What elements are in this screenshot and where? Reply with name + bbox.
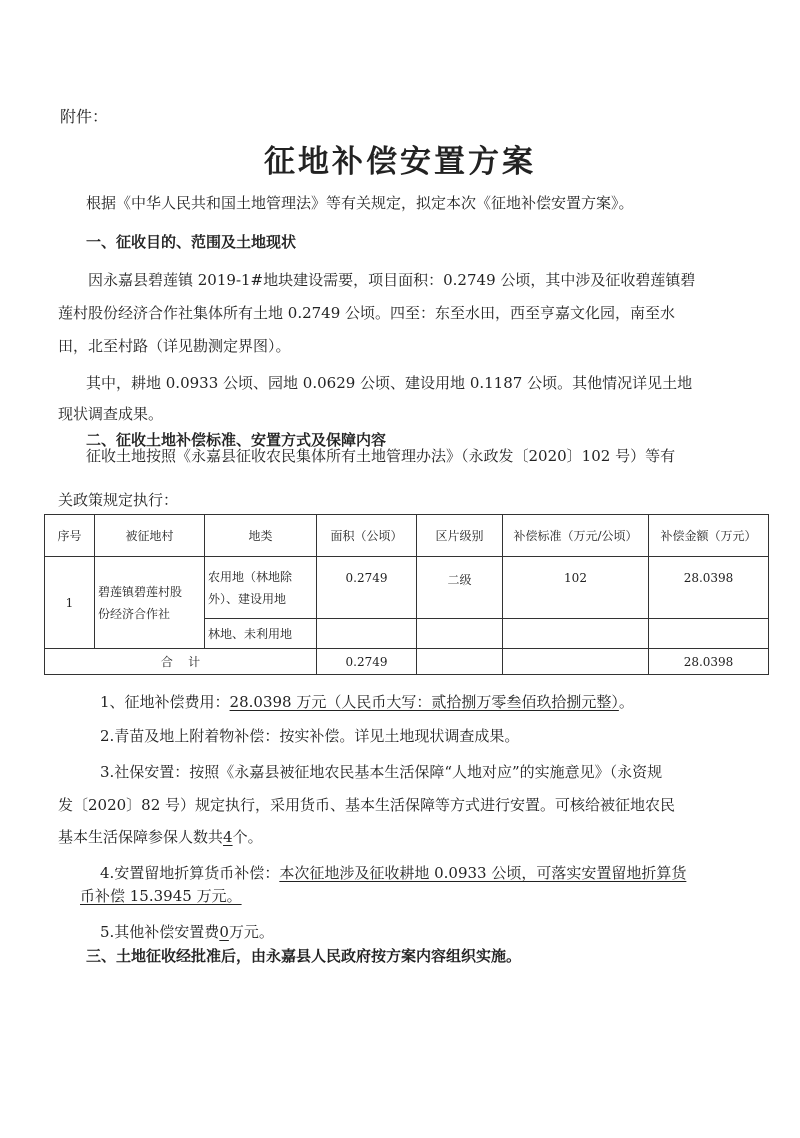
section1-heading: 一、征收目的、范围及土地现状 — [86, 233, 297, 251]
standard-cell: 102 — [503, 557, 649, 619]
row-number: 1 — [45, 557, 95, 649]
total-amount: 28.0398 — [649, 649, 769, 675]
compensation-table — [44, 514, 769, 675]
section1-p2-line1: 其中，耕地 0.0933 公顷、园地 0.0629 公顷、建设用地 0.1187 公顷。其他情况详见土地 — [86, 374, 693, 392]
header-cell: 补偿标准（万元/公顷） — [503, 515, 649, 557]
item-5-amount: 0 — [219, 923, 229, 941]
land-type-cell — [205, 557, 317, 619]
item-4-detail: 本次征地涉及征收耕地 0.0933 公顷，可落实安置留地折算货 — [279, 864, 687, 882]
section1-p1-line1: 因永嘉县碧莲镇 2019-1#地块建设需要，项目面积：0.2749 公顷，其中涉及征收碧莲镇碧 — [88, 271, 696, 289]
item-3-line3 — [58, 827, 263, 847]
table-row — [45, 557, 769, 619]
item-1-suffix: 。 — [618, 693, 634, 711]
section3-paragraph: 三、土地征收经批准后，由永嘉县人民政府按方案内容组织实施。 — [86, 947, 522, 965]
header-cell: 面积（公顷） — [317, 515, 417, 557]
empty-cell — [503, 649, 649, 675]
section1-p1-line2: 莲村股份经济合作社集体所有土地 0.2749 公顷。四至：东至水田，西至亨嘉文化园，南至水 — [58, 304, 676, 322]
item-3-suffix: 个。 — [232, 828, 263, 846]
village-line: 份经济合作社 — [98, 606, 171, 621]
village-line: 碧莲镇碧莲村股 — [98, 584, 183, 599]
header-cell: 补偿金额（万元） — [649, 515, 769, 557]
document-title: 征地补偿安置方案 — [264, 144, 536, 180]
empty-cell — [649, 619, 769, 649]
section2-heading: 二、征收土地补偿标准、安置方式及保障内容 — [86, 431, 387, 449]
section1-p1-line3: 田，北至村路（详见勘测定界图）。 — [58, 337, 291, 355]
land-type-line: 农用地（林地除 — [208, 569, 293, 584]
item-4-line1 — [100, 863, 686, 883]
item-5 — [100, 922, 274, 942]
section2-p1-line2: 关政策规定执行： — [58, 491, 179, 509]
level-cell: 二级 — [417, 557, 503, 619]
item-1-amount: 28.0398 万元（人民币大写：贰拾捌万零叁佰玖拾捌元整） — [229, 693, 619, 711]
total-label: 合 计 — [45, 649, 317, 675]
land-type-line: 外）、建设用地 — [208, 591, 287, 606]
item-1 — [100, 692, 634, 712]
item-4-prefix: 4.安置留地折算货币补偿： — [100, 864, 280, 882]
item-2: 2.青苗及地上附着物补偿：按实补偿。详见土地现状调查成果。 — [100, 727, 520, 745]
empty-cell — [503, 619, 649, 649]
header-cell: 序号 — [45, 515, 95, 557]
empty-cell — [417, 619, 503, 649]
intro-paragraph: 根据《中华人民共和国土地管理法》等有关规定，拟定本次《征地补偿安置方案》。 — [86, 194, 634, 212]
item-5-suffix: 万元。 — [228, 923, 274, 941]
header-cell: 地类 — [205, 515, 317, 557]
attachment-label: 附件： — [60, 107, 109, 126]
section1-p2-line2: 现状调查成果。 — [58, 405, 164, 423]
table-header-row — [45, 515, 769, 557]
section2-p1-line1: 征收土地按照《永嘉县征收农民集体所有土地管理办法》（永政发〔2020〕102 号）等有 — [86, 447, 676, 465]
item-5-prefix: 5.其他补偿安置费 — [100, 923, 220, 941]
total-area: 0.2749 — [317, 649, 417, 675]
land-type-cell: 林地、未利用地 — [205, 619, 317, 649]
empty-cell — [317, 619, 417, 649]
header-cell: 被征地村 — [95, 515, 205, 557]
village-cell — [95, 557, 205, 649]
empty-cell — [417, 649, 503, 675]
area-cell: 0.2749 — [317, 557, 417, 619]
item-3-line2: 发〔2020〕82 号）规定执行，采用货币、基本生活保障等方式进行安置。可核给被征地农民 — [58, 796, 676, 814]
item-3-line1: 3.社保安置：按照《永嘉县被征地农民基本生活保障“人地对应”的实施意见》（永资规 — [100, 763, 663, 781]
table-total-row — [45, 649, 769, 675]
item-1-prefix: 1、征地补偿费用： — [100, 693, 230, 711]
item-3-prefix: 基本生活保障参保人数共 — [58, 828, 224, 846]
header-cell: 区片级别 — [417, 515, 503, 557]
insured-count: 4 — [223, 828, 233, 846]
amount-cell: 28.0398 — [649, 557, 769, 619]
item-4-line2: 币补偿 15.3945 万元。 — [80, 887, 242, 905]
